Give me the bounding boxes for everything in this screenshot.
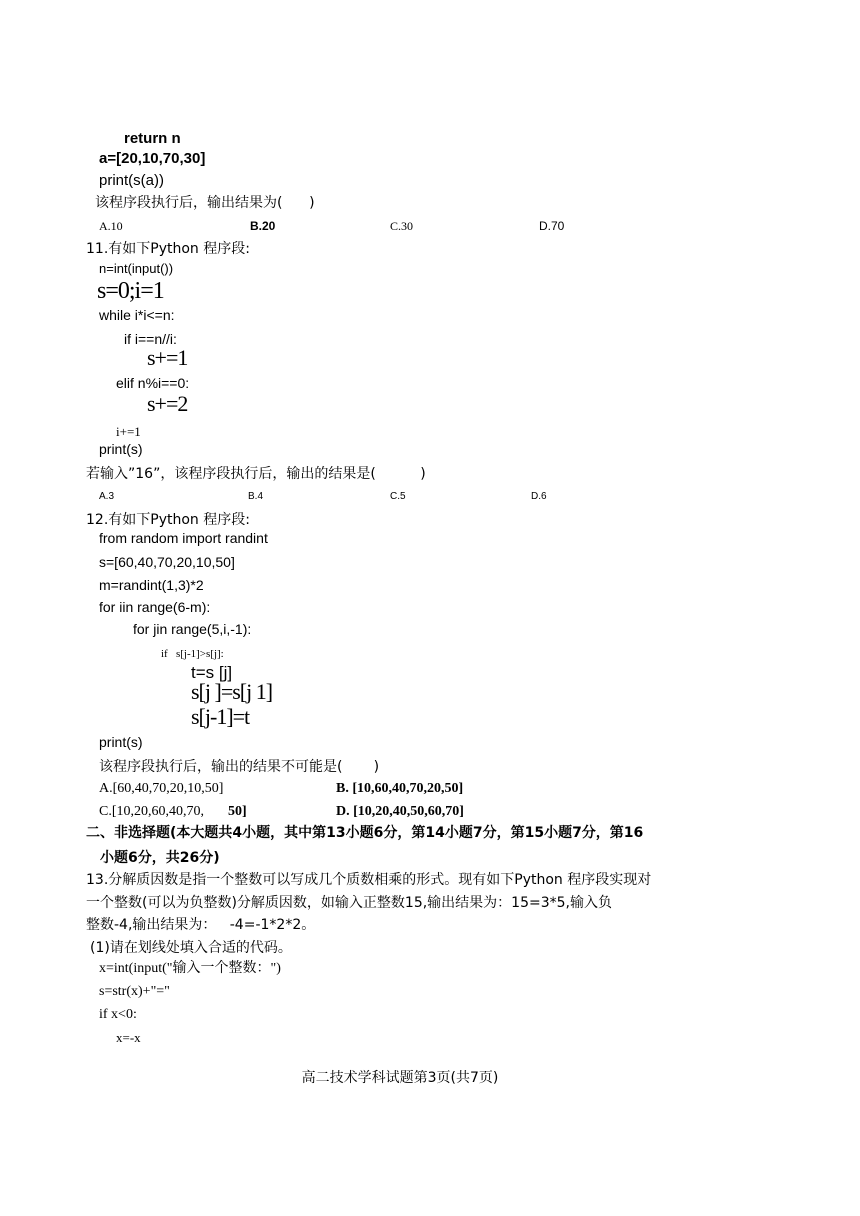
section-heading: 二、非选择题(本大题共4小题，其中第13小题6分，第14小题7分，第15小题7分，第16 — [86, 825, 644, 841]
q12-option-a: A.[60,40,70,20,10,50] — [99, 781, 224, 796]
q12-stem: 该程序段执行后，输出的结果不可能是( ) — [99, 759, 380, 775]
q12-code-line: from random import randint — [99, 530, 268, 546]
q10-option-c: C.30 — [390, 219, 414, 233]
q11-code-line: s+=1 — [147, 345, 188, 370]
q12-code-line: for jin range(5,i,-1): — [133, 621, 252, 637]
q13-code-line: x=int(input("输入一个整数：") — [99, 961, 281, 976]
q10-code-line: a=[20,10,70,30] — [99, 150, 206, 167]
q10-option-d: D.70 — [539, 219, 565, 233]
q11-option-a: A.3 — [99, 491, 115, 502]
q11-code-line: print(s) — [99, 441, 143, 457]
q12-code-line: for iin range(6-m): — [99, 599, 211, 615]
q11-code-line: s=0;i=1 — [97, 278, 164, 304]
q13-text: 一个整数(可以为负整数)分解质因数，如输入正整数15,输出结果为：15=3*5,输入负 — [86, 895, 612, 911]
q10-stem: 该程序段执行后，输出结果为( ) — [95, 195, 315, 211]
q10-code-line: return n — [124, 130, 181, 147]
page-footer: 高二技术学科试题第3页(共7页) — [301, 1070, 499, 1086]
q11-code-line: if i==n//i: — [124, 331, 177, 347]
q12-code-line: m=randint(1,3)*2 — [99, 577, 204, 593]
q12-option-c: C.[10,20,60,40,70, — [99, 804, 204, 819]
section-heading-cont: 小题6分，共26分) — [100, 850, 220, 866]
q12-code-line: s=[60,40,70,20,10,50] — [99, 554, 235, 570]
q13-code-line: s=str(x)+"=" — [99, 984, 170, 999]
q13-text: 13.分解质因数是指一个整数可以写成几个质数相乘的形式。现有如下Python 程序段实现对 — [86, 872, 652, 888]
q12-option-b: B. [10,60,40,70,20,50] — [336, 781, 464, 796]
q11-option-b: B.4 — [248, 491, 264, 502]
q12-code-line: t=s [j] — [191, 663, 233, 682]
q12-code-line: s[j ]=s[j 1] — [191, 679, 273, 704]
q10-code-line: print(s(a)) — [99, 172, 165, 189]
q10-option-a: A.10 — [99, 219, 123, 233]
q11-title: 11.有如下Python 程序段: — [86, 241, 250, 257]
q13-subquestion: (1)请在划线处填入合适的代码。 — [90, 940, 292, 956]
q12-title: 12.有如下Python 程序段: — [86, 512, 250, 528]
q13-code-line: if x<0: — [99, 1007, 137, 1022]
q11-code-line: elif n%i==0: — [116, 375, 190, 391]
q13-text: 整数-4,输出结果为： -4=-1*2*2。 — [86, 917, 316, 933]
q12-option-c-tail: 50] — [228, 804, 247, 819]
q11-code-line: s+=2 — [147, 391, 188, 416]
q12-code-line: s[j-1]=t — [191, 704, 250, 729]
q11-code-line: i+=1 — [116, 424, 141, 439]
q11-option-d: D.6 — [531, 491, 547, 502]
q11-stem: 若输入”16”，该程序段执行后，输出的结果是( ) — [86, 466, 426, 482]
q10-option-b: B.20 — [250, 219, 276, 233]
q12-code-line: print(s) — [99, 734, 143, 750]
q12-option-d: D. [10,20,40,50,60,70] — [336, 804, 464, 819]
q11-option-c: C.5 — [390, 491, 406, 502]
q12-code-line: if s[j-1]>s[j]: — [161, 648, 224, 660]
q11-code-line: n=int(input()) — [99, 261, 174, 276]
q11-code-line: while i*i<=n: — [99, 307, 175, 323]
q13-code-line: x=-x — [116, 1030, 141, 1045]
